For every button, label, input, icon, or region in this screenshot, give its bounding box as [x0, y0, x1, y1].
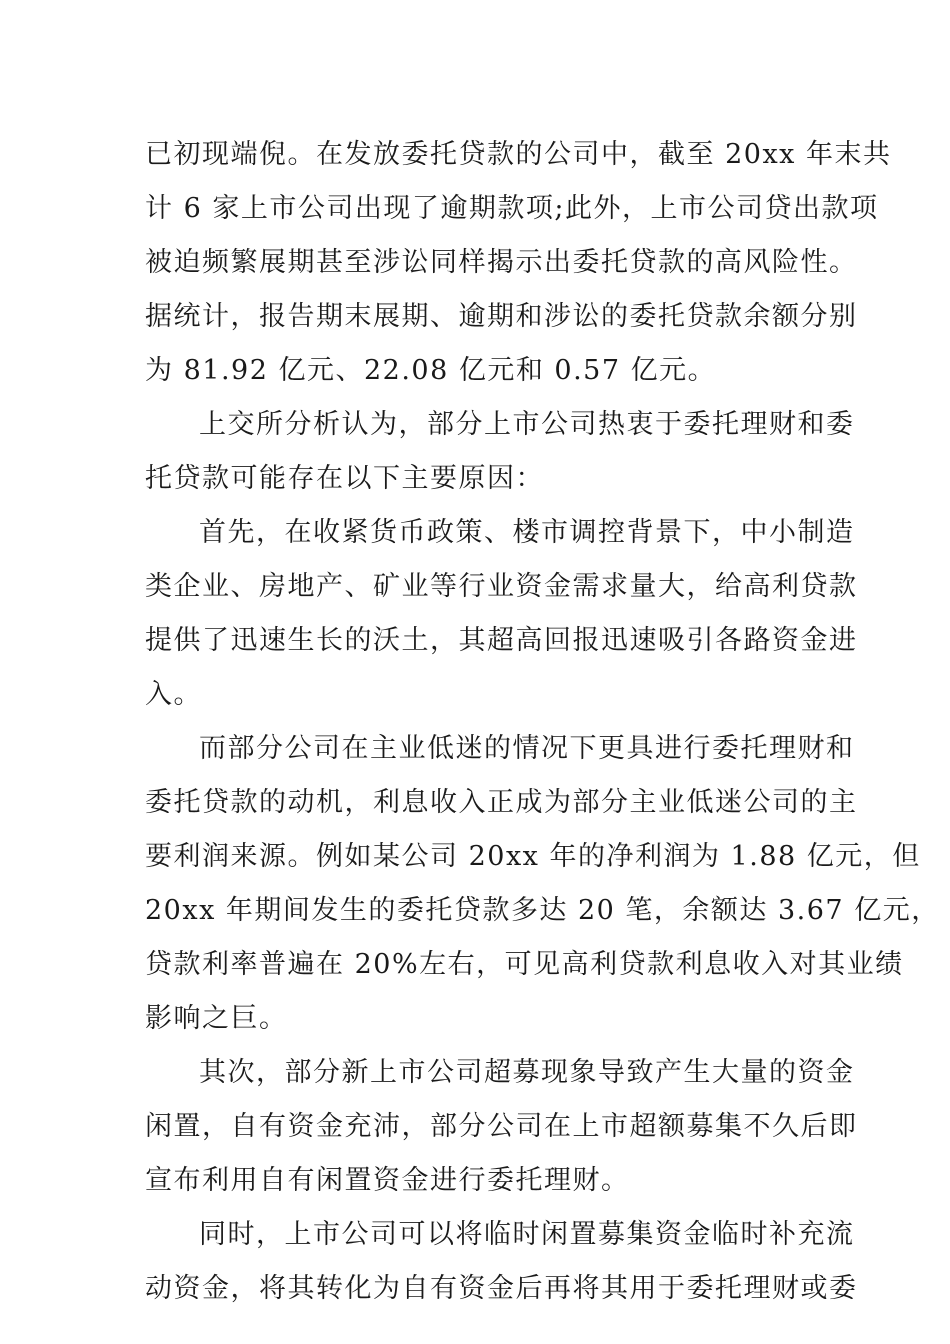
text-line: 其次，部分新上市公司超募现象导致产生大量的资金 [199, 1057, 855, 1088]
text-line: 动资金，将其转化为自有资金后再将其用于委托理财或委 [145, 1273, 858, 1304]
text-line: 首先，在收紧货币政策、楼市调控背景下，中小制造 [199, 517, 855, 548]
text-line: 类企业、房地产、矿业等行业资金需求量大，给高利贷款 [145, 571, 858, 602]
text-line: 为 81.92 亿元、22.08 亿元和 0.57 亿元。 [145, 355, 717, 386]
body-text [145, 128, 940, 1316]
text-line: 被迫频繁展期甚至涉讼同样揭示出委托贷款的高风险性。 [145, 247, 858, 278]
text-line: 要利润来源。例如某公司 20xx 年的净利润为 1.88 亿元，但 [145, 841, 921, 872]
text-line: 上交所分析认为，部分上市公司热衷于委托理财和委 [199, 409, 855, 440]
text-line: 而部分公司在主业低迷的情况下更具进行委托理财和 [199, 733, 855, 764]
text-line: 已初现端倪。在发放委托贷款的公司中，截至 20xx 年末共 [145, 139, 892, 170]
text-line: 托贷款可能存在以下主要原因： [145, 463, 544, 494]
text-line: 20xx 年期间发生的委托贷款多达 20 笔，余额达 3.67 亿元， [145, 895, 940, 926]
text-line: 同时，上市公司可以将临时闲置募集资金临时补充流 [199, 1219, 855, 1250]
text-line: 宣布利用自有闲置资金进行委托理财。 [145, 1165, 630, 1196]
text-line: 闲置，自有资金充沛，部分公司在上市超额募集不久后即 [145, 1111, 858, 1142]
text-line: 提供了迅速生长的沃土，其超高回报迅速吸引各路资金进 [145, 625, 858, 656]
text-line: 计 6 家上市公司出现了逾期款项;此外，上市公司贷出款项 [145, 193, 879, 224]
text-line: 贷款利率普遍在 20%左右，可见高利贷款利息收入对其业绩 [145, 949, 904, 980]
text-line: 影响之巨。 [145, 1003, 288, 1034]
text-line: 据统计，报告期末展期、逾期和涉讼的委托贷款余额分别 [145, 301, 858, 332]
text-line: 委托贷款的动机，利息收入正成为部分主业低迷公司的主 [145, 787, 858, 818]
text-line: 入。 [145, 679, 202, 710]
